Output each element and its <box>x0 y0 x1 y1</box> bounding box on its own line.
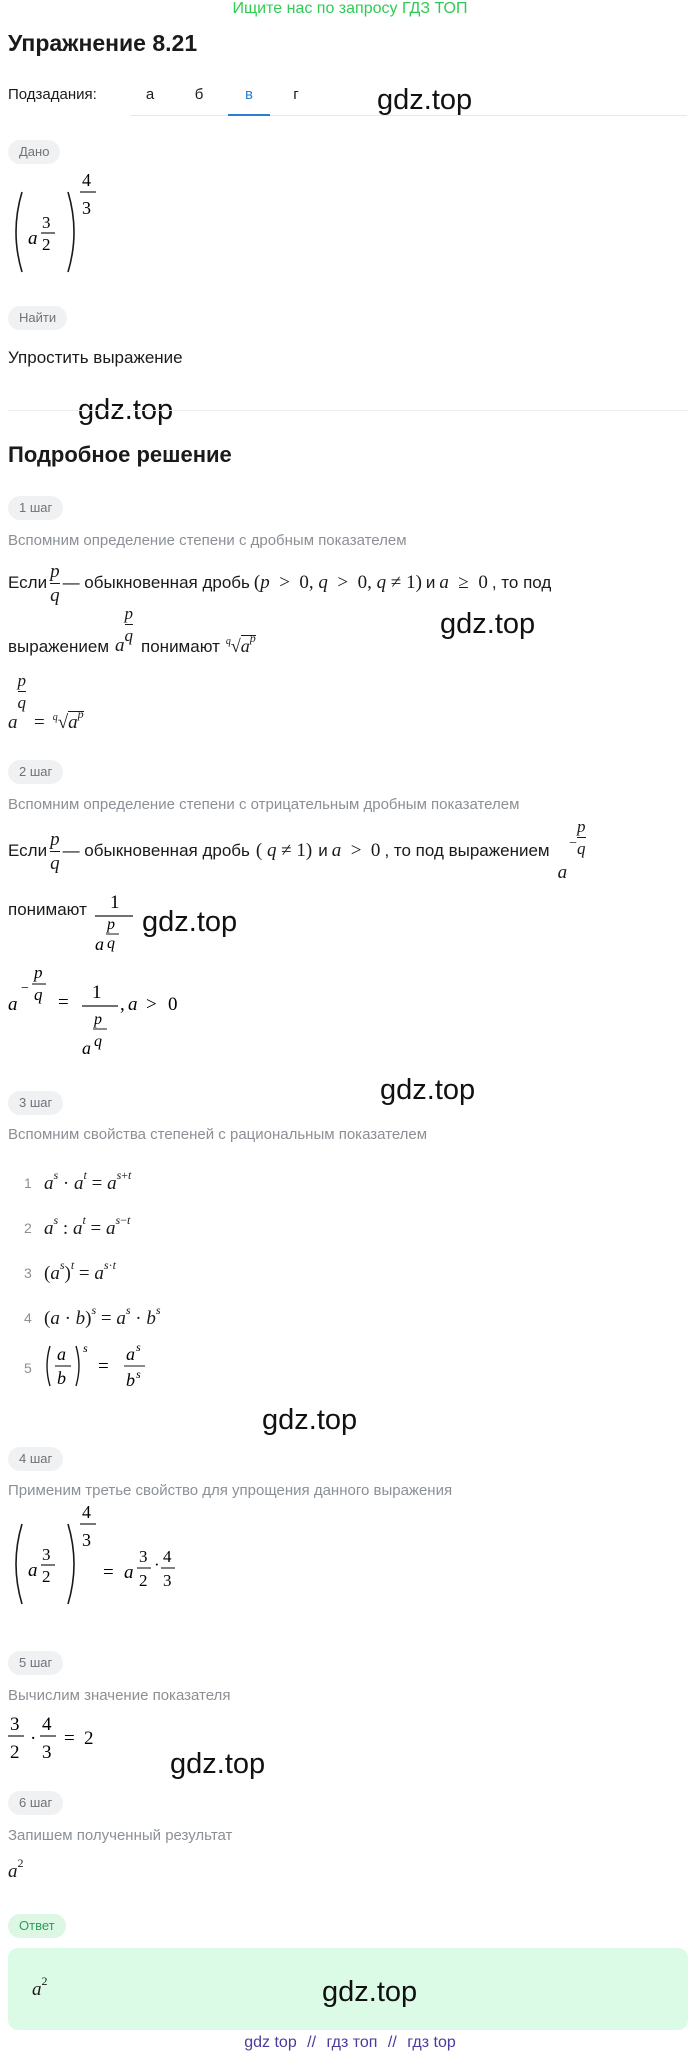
page-title: Упражнение 8.21 <box>8 30 198 56</box>
property-number: 5 <box>24 1360 32 1376</box>
section-divider <box>8 410 688 411</box>
watermark: gdz.top <box>440 608 536 640</box>
svg-text:4: 4 <box>82 170 91 190</box>
svg-text:1: 1 <box>109 892 120 913</box>
svg-text:=: = <box>64 1728 75 1749</box>
footer-separator: // <box>307 2034 317 2051</box>
answer-badge: Ответ <box>8 1914 66 1938</box>
svg-text:p: p <box>106 916 115 933</box>
svg-text:a: a <box>94 934 104 954</box>
step1-line2: выражением a $\frac{p}{q}$ понимают $^q√a^p$ <box>8 604 256 656</box>
step1-tail: , то под <box>491 573 552 592</box>
property-4: $(a \cdot b)^s = a^s \cdot b^s$ <box>44 1303 161 1329</box>
watermark: gdz.top <box>380 1074 476 1106</box>
svg-text:s: s <box>83 1341 88 1355</box>
step6-caption: Запишем полученный результат <box>8 1827 233 1844</box>
svg-text:3: 3 <box>139 1547 148 1566</box>
step5-caption: Вычислим значение показателя <box>8 1687 231 1704</box>
step1-expr-text: выражением <box>8 637 110 656</box>
svg-text:b: b <box>57 1368 66 1388</box>
step4-badge: 4 шаг <box>8 1447 63 1471</box>
svg-text:3: 3 <box>10 1714 20 1735</box>
svg-text:b: b <box>126 1370 135 1390</box>
step4-caption: Применим третье свойство для упрощения данного выражения <box>8 1482 453 1499</box>
svg-text:a: a <box>57 1344 66 1364</box>
step4-formula <box>8 1502 208 1617</box>
tab-g[interactable]: г <box>293 86 299 103</box>
svg-text:=: = <box>58 992 69 1013</box>
property-number: 2 <box>24 1220 32 1236</box>
footer-separator: // <box>387 2034 397 2051</box>
svg-text:,: , <box>120 994 125 1015</box>
property-number: 1 <box>24 1175 32 1191</box>
svg-text:3: 3 <box>42 1742 52 1763</box>
search-banner[interactable]: Ищите нас по запросу ГДЗ ТОП <box>232 0 468 17</box>
footer-link-3[interactable]: гдз top <box>407 2034 456 2051</box>
given-badge: Дано <box>8 140 60 164</box>
property-number: 3 <box>24 1265 32 1281</box>
step3-caption: Вспомним свойства степеней с рациональным показателем <box>8 1126 428 1143</box>
svg-text:·: · <box>154 1555 160 1574</box>
svg-text:a: a <box>82 1038 91 1058</box>
step5-badge: 5 шаг <box>8 1651 63 1675</box>
subtasks-label: Подзадания: <box>8 86 97 103</box>
svg-text:q: q <box>34 985 43 1004</box>
watermark: gdz.top <box>170 1748 266 1780</box>
svg-text:p: p <box>94 1011 102 1028</box>
step2-caption: Вспомним определение степени с отрицательным дробным показателем <box>8 796 520 813</box>
step2-if: Если <box>8 841 48 860</box>
svg-text:2: 2 <box>10 1742 20 1763</box>
svg-text:a: a <box>28 228 38 249</box>
find-badge: Найти <box>8 306 67 330</box>
svg-text:1: 1 <box>92 982 102 1003</box>
svg-text:s: s <box>136 1340 141 1354</box>
step2-fraction-text: — обыкновенная дробь <box>62 841 250 860</box>
watermark: gdz.top <box>377 84 473 116</box>
svg-text:2: 2 <box>139 1571 148 1590</box>
solution-title: Подробное решение <box>8 442 232 467</box>
svg-text:=: = <box>103 1562 114 1583</box>
svg-text:4: 4 <box>163 1547 172 1566</box>
svg-text:3: 3 <box>42 213 51 232</box>
svg-text:q: q <box>94 1033 102 1050</box>
svg-text:−: − <box>21 981 29 996</box>
svg-text:3: 3 <box>82 1530 91 1550</box>
step6-result: $a^2$ <box>8 1856 24 1882</box>
svg-text:3: 3 <box>42 1545 51 1564</box>
step2-badge: 2 шаг <box>8 760 63 784</box>
step6-badge: 6 шаг <box>8 1791 63 1815</box>
step1-fraction-text: — обыкновенная дробь <box>62 573 250 592</box>
step1-formula: a $\frac{p}{q}$ = $^q√a^p$ <box>8 671 84 733</box>
step2-tail: , то под выражением <box>384 841 550 860</box>
tab-v[interactable]: в <box>245 86 253 103</box>
svg-text:=: = <box>98 1356 109 1377</box>
svg-text:2: 2 <box>42 235 51 254</box>
tab-a[interactable]: а <box>145 86 155 103</box>
given-expression <box>8 170 108 285</box>
svg-text:2: 2 <box>84 1728 94 1749</box>
property-3: $(a^s)^t = a^{s\cdot t}$ <box>44 1258 116 1284</box>
svg-text:3: 3 <box>82 198 91 218</box>
footer-link-1[interactable]: gdz top <box>244 2034 297 2051</box>
watermark: gdz.top <box>142 906 238 938</box>
property-5 <box>44 1336 164 1396</box>
svg-text:s: s <box>136 1367 141 1381</box>
footer-link-2[interactable]: гдз топ <box>326 2034 378 2051</box>
step3-badge: 3 шаг <box>8 1091 63 1115</box>
step2-means-text: понимают <box>8 900 87 919</box>
watermark: gdz.top <box>262 1404 358 1436</box>
svg-text:a: a <box>128 994 138 1015</box>
svg-text:·: · <box>30 1728 37 1749</box>
step2-line1: Если $\frac{p}{q}$ — обыкновенная дробь ( q ≠ 1) и a > 0 , то под выражением a − $\frac{p}{q}$ <box>8 817 586 883</box>
step2-line2 <box>8 886 137 956</box>
watermark: gdz.top <box>78 394 174 426</box>
answer-value: $a^2$ <box>32 1974 48 2000</box>
step1-and: и <box>425 573 436 592</box>
step1-if: Если <box>8 573 48 592</box>
svg-text:3: 3 <box>163 1571 172 1590</box>
svg-text:>: > <box>146 994 157 1015</box>
svg-text:4: 4 <box>42 1714 52 1735</box>
step1-means-text: понимают <box>141 637 220 656</box>
property-2: $a^s$ : $a^t = a^{s-t}$ <box>44 1213 131 1239</box>
step2-and: и <box>318 841 328 860</box>
step1-caption: Вспомним определение степени с дробным показателем <box>8 532 407 549</box>
svg-text:4: 4 <box>82 1502 91 1522</box>
svg-text:a: a <box>28 1560 38 1581</box>
find-text: Упростить выражение <box>8 348 183 367</box>
footer-links <box>0 2034 700 2052</box>
watermark: gdz.top <box>322 1976 418 2008</box>
step1-badge: 1 шаг <box>8 496 63 520</box>
step5-formula <box>8 1708 108 1764</box>
property-1: $a^s \cdot a^t = a^{s+t}$ <box>44 1168 132 1194</box>
svg-text:2: 2 <box>42 1567 51 1586</box>
svg-text:a: a <box>126 1344 135 1364</box>
step1-line1: Если $\frac{p}{q}$ — обыкновенная дробь (p > 0, q > 0, q ≠ 1) и a ≥ 0 , то под <box>8 560 552 606</box>
step2-formula <box>8 962 208 1066</box>
svg-text:0: 0 <box>168 994 178 1015</box>
svg-text:p: p <box>34 963 43 982</box>
svg-text:q: q <box>106 935 115 952</box>
svg-text:a: a <box>124 1562 134 1583</box>
tab-b[interactable]: б <box>194 86 204 103</box>
svg-text:a: a <box>8 994 18 1015</box>
active-tab-underline <box>228 114 270 116</box>
property-number: 4 <box>24 1310 32 1326</box>
